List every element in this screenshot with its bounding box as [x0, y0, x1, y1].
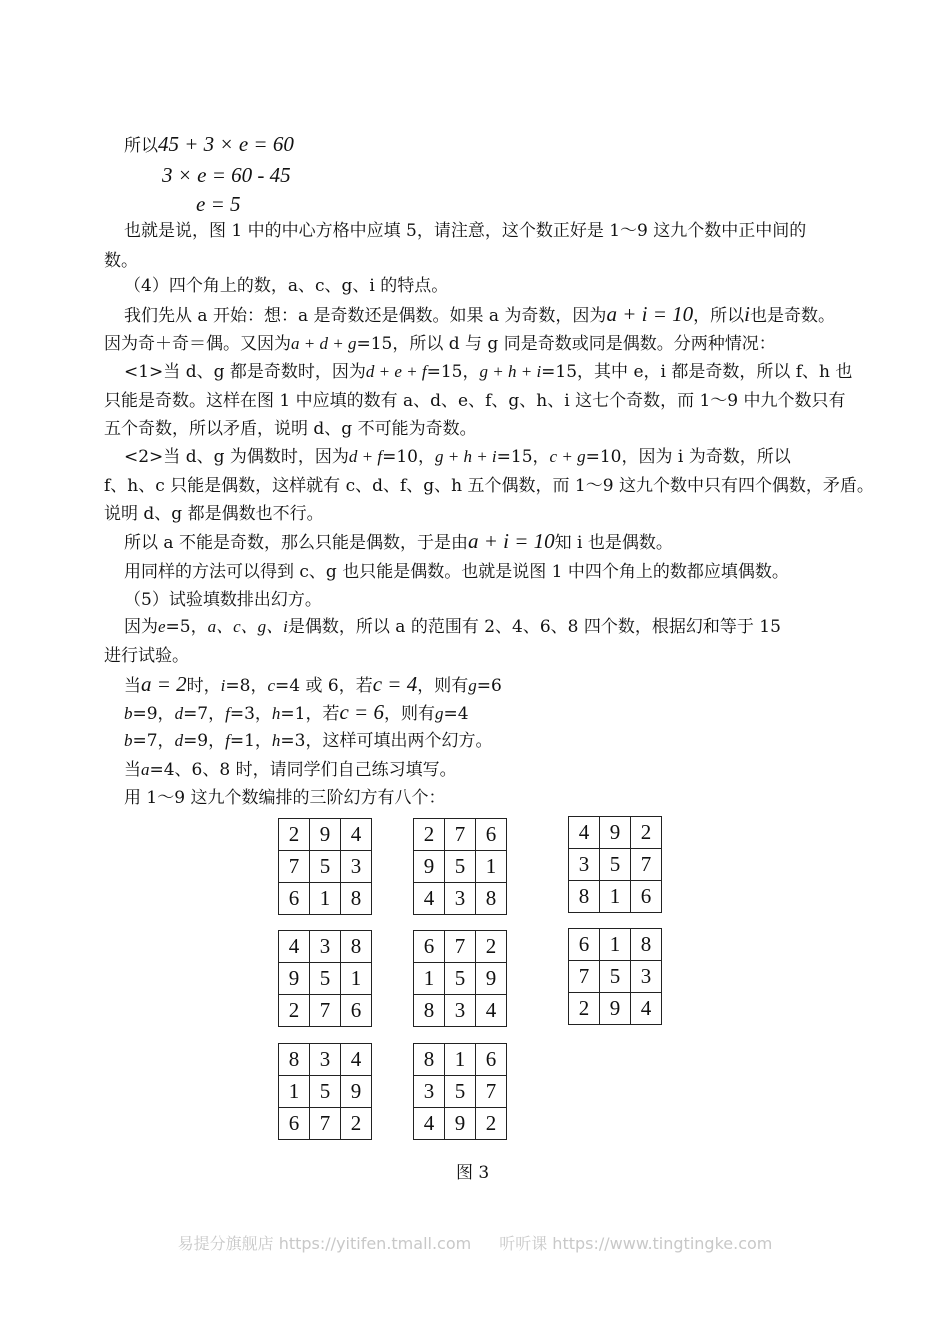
paragraph: 说明 d、g 都是偶数也不行。 — [104, 504, 324, 524]
footer-left-link[interactable]: 易提分旗舰店 https://yitifen.tmall.com — [177, 1234, 472, 1253]
paragraph: 五个奇数，所以矛盾，说明 d、g 不可能为奇数。 — [104, 419, 477, 439]
paragraph: 进行试验。 — [104, 646, 189, 666]
footer-watermark — [0, 1231, 950, 1254]
paragraph: f、h、c 只能是偶数，这样就有 c、d、f、g、h 五个偶数，而 1～9 这九个数中只有四个偶数，矛盾。 — [104, 476, 874, 496]
magic-square-6: 6 1 8 7 5 3 2 9 4 — [568, 928, 662, 1025]
paragraph: <1>当 d、g 都是奇数时，因为d + e + f=15，g + h + i=15，其中 e，i 都是奇数，所以 f、h 也 — [124, 362, 853, 382]
magic-square-5: 6 7 2 1 5 9 8 3 4 — [413, 930, 507, 1027]
paragraph: b=9，d=7，f=3，h=1，若c = 6，则有g=4 — [124, 700, 469, 724]
paragraph: 只能是奇数。这样在图 1 中应填的数有 a、d、e、f、g、h、i 这七个奇数，而 1～9 中九个数只有 — [104, 391, 846, 411]
magic-square-4: 4 3 8 9 5 1 2 7 6 — [278, 930, 372, 1027]
magic-square-8: 8 1 6 3 5 7 4 9 2 — [413, 1043, 507, 1140]
figure-caption: 图 3 — [456, 1163, 490, 1183]
paragraph: <2>当 d、g 为偶数时，因为d + f=10，g + h + i=15，c + g=10，因为 i 为奇数，所以 — [124, 447, 791, 467]
magic-square-3: 4 9 2 3 5 7 8 1 6 — [568, 816, 662, 913]
section-heading-4: （4）四个角上的数，a、c、g、i 的特点。 — [124, 276, 449, 296]
section-heading-5: （5）试验填数排出幻方。 — [124, 590, 322, 610]
footer-right-link[interactable]: 听听课 https://www.tingtingke.com — [499, 1234, 773, 1253]
magic-square-1: 2 9 4 7 5 3 6 1 8 — [278, 818, 372, 915]
paragraph: 因为e=5，a、c、g、i是偶数，所以 a 的范围有 2、4、6、8 四个数，根据幻和等于 15 — [124, 617, 781, 637]
paragraph: 当a = 2时，i=8，c=4 或 6，若c = 4，则有g=6 — [124, 672, 502, 696]
paragraph: 数。 — [104, 251, 138, 271]
magic-square-2: 2 7 6 9 5 1 4 3 8 — [413, 818, 507, 915]
math-expression: 45 + 3 × e = 60 — [158, 132, 294, 156]
magic-square-7: 8 3 4 1 5 9 6 7 2 — [278, 1043, 372, 1140]
equation-line-1: 所以45 + 3 × e = 60 — [124, 132, 294, 156]
paragraph: 也就是说，图 1 中的中心方格中应填 5，请注意，这个数正好是 1～9 这九个数中正中间的 — [124, 221, 807, 241]
equation-line-3: e = 5 — [196, 192, 241, 216]
paragraph: 我们先从 a 开始：想：a 是奇数还是偶数。如果 a 为奇数，因为a + i = 10，所以i也是奇数。 — [124, 302, 835, 326]
paragraph: 所以 a 不能是奇数，那么只能是偶数，于是由a + i = 10知 i 也是偶数。 — [124, 529, 673, 553]
equation-line-2: 3 × e = 60 - 45 — [162, 163, 291, 187]
paragraph: 当a=4、6、8 时，请同学们自己练习填写。 — [124, 760, 457, 780]
paragraph: 用同样的方法可以得到 c、g 也只能是偶数。也就是说图 1 中四个角上的数都应填偶数。 — [124, 562, 789, 582]
paragraph: 因为奇＋奇＝偶。又因为a + d + g=15，所以 d 与 g 同是奇数或同是偶数。分两种情况： — [104, 334, 776, 354]
paragraph: b=7，d=9，f=1，h=3，这样可填出两个幻方。 — [124, 731, 493, 751]
paragraph: 用 1～9 这九个数编排的三阶幻方有八个： — [124, 788, 446, 808]
